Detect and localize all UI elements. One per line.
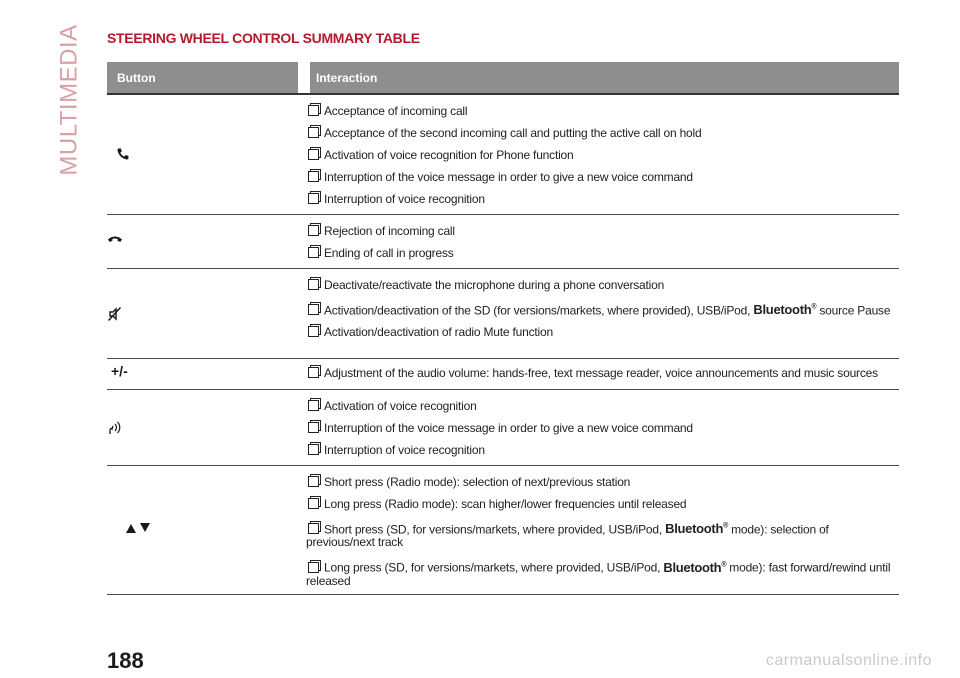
list-item: Interruption of the voice message in order to give a new voice command: [306, 422, 899, 435]
list-item: Long press (Radio mode): scan higher/lower frequencies until released: [306, 498, 899, 511]
mute-icon: [107, 306, 123, 322]
interaction-list: [306, 466, 899, 594]
list-item: Short press (Radio mode): selection of next/previous station: [306, 476, 899, 489]
list-item: Interruption of voice recognition: [306, 444, 899, 457]
bluetooth-brand: Bluetooth®: [753, 302, 817, 318]
volume-plus-minus-label: +/-: [111, 363, 128, 379]
checkbox-bullet-icon: [308, 367, 319, 378]
list-item: Ending of call in progress: [306, 247, 899, 260]
interaction-list: [306, 95, 899, 214]
list-item: Acceptance of incoming call: [306, 105, 899, 118]
bluetooth-brand: Bluetooth®: [665, 521, 728, 537]
list-item: Adjustment of the audio volume: hands-free, text message reader, voice announcements and music sources: [306, 367, 899, 380]
checkbox-bullet-icon: [308, 523, 319, 534]
page-number: 188: [107, 648, 144, 673]
checkbox-bullet-icon: [308, 476, 319, 487]
list-item: Interruption of voice recognition: [306, 193, 899, 206]
list-item: Interruption of the voice message in order to give a new voice command: [306, 171, 899, 184]
interaction-list: [306, 359, 899, 389]
table-row: [107, 215, 899, 269]
checkbox-bullet-icon: [308, 279, 319, 290]
checkbox-bullet-icon: [308, 304, 319, 315]
checkbox-bullet-icon: [308, 444, 319, 455]
checkbox-bullet-icon: [308, 149, 319, 160]
checkbox-bullet-icon: [308, 105, 319, 116]
checkbox-bullet-icon: [308, 193, 319, 204]
interaction-list: [306, 390, 899, 465]
table-row: [107, 466, 899, 595]
list-item: Deactivate/reactivate the microphone during a phone conversation: [306, 279, 899, 292]
checkbox-bullet-icon: [308, 247, 319, 258]
list-item: Activation of voice recognition: [306, 400, 899, 413]
side-tab-label: MULTIMEDIA: [56, 24, 84, 176]
list-item: Short press (SD, for versions/markets, where provided, USB/iPod, Bluetooth® mode): selection of previous/next track: [306, 521, 829, 550]
table-header: [107, 62, 899, 95]
checkbox-bullet-icon: [308, 422, 319, 433]
up-down-arrows-icon: [125, 522, 151, 534]
checkbox-bullet-icon: [308, 326, 319, 337]
checkbox-bullet-icon: [308, 171, 319, 182]
table-row: [107, 269, 899, 359]
bluetooth-brand: Bluetooth®: [663, 559, 727, 575]
header-button: Button: [117, 70, 156, 85]
watermark: carmanualsonline.info: [765, 652, 932, 669]
list-item: Activation/deactivation of the SD (for versions/markets, where provided), USB/iPod, Bluetooth® source Pause: [306, 301, 899, 317]
checkbox-bullet-icon: [308, 127, 319, 138]
phone-hangup-icon: [107, 234, 123, 244]
side-tab: [55, 24, 85, 176]
checkbox-bullet-icon: [308, 225, 319, 236]
voice-command-icon: [108, 420, 122, 436]
list-item: Long press (SD, for versions/markets, where provided, USB/iPod, Bluetooth® mode): fast forward/rewind until released: [306, 559, 891, 588]
checkbox-bullet-icon: [308, 400, 319, 411]
checkbox-bullet-icon: [308, 562, 319, 573]
list-item: Acceptance of the second incoming call and putting the active call on hold: [306, 127, 899, 140]
list-item: Rejection of incoming call: [306, 225, 899, 238]
control-summary-table: [107, 62, 899, 595]
section-title: STEERING WHEEL CONTROL SUMMARY TABLE: [107, 30, 420, 46]
table-row: [107, 390, 899, 466]
interaction-list: [306, 215, 899, 268]
checkbox-bullet-icon: [308, 498, 319, 509]
phone-answer-icon: [116, 147, 130, 161]
list-item: Activation of voice recognition for Phone function: [306, 149, 899, 162]
interaction-list: [306, 269, 899, 358]
table-row: [107, 359, 899, 390]
table-row: [107, 95, 899, 215]
header-interaction: Interaction: [316, 70, 378, 85]
list-item: Activation/deactivation of radio Mute function: [306, 326, 899, 339]
